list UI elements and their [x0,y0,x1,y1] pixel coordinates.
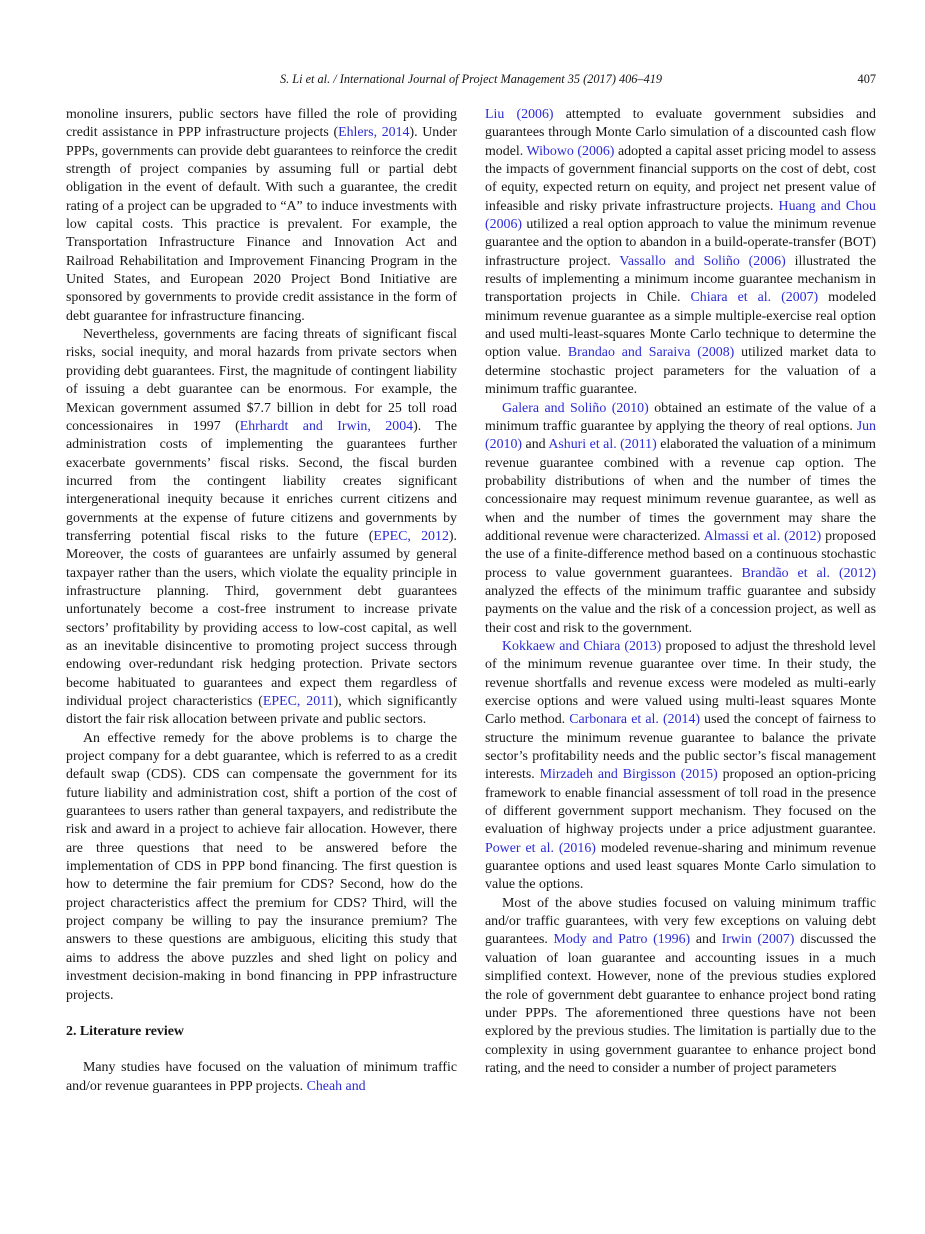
journal-citation: S. Li et al. / International Journal of Project Management 35 (2017) 406–419 [279,72,663,86]
running-header [66,72,876,87]
body-paragraph: An effective remedy for the above problems is to charge the project company for a debt guarantee, which is referred to as a credit default swap (CDS). CDS can compensate the government for its future liability and administration cost, shift a portion of the cost of guarantees to users rather than general taxpayers, and redistribute the risk and award in a project to achieve fair allocation. However, there are three questions that need to be answered before the implementation of CDS in PPP bond financing. The first question is how to determine the fair premium for CDS? Second, how do the project characteristics affect the premium for CDS? Third, will the project company be willing to pay the insurance premium? The answers to these questions are ambiguous, eliciting this study that aims to address the above puzzles and shed light on policy and investment decision-making in bond financing in PPP infrastructure projects. [66,730,457,1003]
body-paragraph: Liu (2006) attempted to evaluate government subsidies and guarantees through Monte Carlo simulation of a discounted cash flow model. Wibowo (2006) adopted a capital asset pricing model to assess the impacts of government financial supports on the cost of debt, cost of equity, expected return on equity, and project net present value of infeasible and risky private infrastructure projects. Huang and Chou (2006) utilized a real option approach to value the minimum revenue guarantee and the option to abandon in a build-operate-transfer (BOT) infrastructure project. Vassallo and Soliño (2006) illustrated the results of implementing a minimum income guarantee mechanism in transportation projects in Chile. Chiara et al. (2007) modeled minimum revenue guarantee as a simple multiple-exercise real option and used multi-least-squares Monte Carlo technique to determine the option value. Brandao and Saraiva (2008) utilized market data to determine stochastic project parameters for the valuation of a minimum traffic guarantee. [485,107,877,398]
body-paragraph: Nevertheless, governments are facing threats of significant fiscal risks, social inequity, and moral hazards from private sectors when providing debt guarantees. First, the magnitude of contingent liability of issuing a debt guarantee can be enormous. For example, the Mexican government assumed $7.7 billion in debt for 25 toll road concessionaires in 1997 (Ehrhardt and Irwin, 2004). The administration costs of implementing the guarantees further exacerbate governments’ fiscal risks. Second, the fiscal burden incurred from the contingent liability creates significant intergenerational inequity because it enriches current citizens and governments at the expense of future citizens and governments by transferring potential fiscal risks to the future (EPEC, 2012). Moreover, the costs of guarantees are unfairly assumed by general taxpayer rather than the users, which violate the equality principle in infrastructure planning. Third, government debt guarantees unfortunately become a cost-free instrument to increase private sectors’ profitability by providing access to low-cost capital, as well as an inevitable disincentive to promoting project success through endowing over-redundant risk hedging protection. Private sectors become habituated to guarantees and expect them regardless of individual project characteristics (EPEC, 2011), which significantly distort the fair risk allocation between private and public sectors. [66,327,457,728]
section-heading: 2. Literature review [66,1023,184,1039]
citation-link[interactable]: Power et al. (2016) [485,840,596,856]
citation-link[interactable]: EPEC, 2012 [373,528,449,544]
citation-link[interactable]: Mody and Patro (1996) [553,932,691,948]
left-column [66,106,457,1096]
citation-link[interactable]: EPEC, 2011 [262,694,334,709]
two-column-body [66,106,876,1096]
citation-link[interactable]: Carbonara et al. (2014) [569,712,701,728]
citation-link[interactable]: Mirzadeh and Birgisson (2015) [539,767,718,783]
page-number: 407 [857,72,876,86]
body-paragraph: Most of the above studies focused on valuing minimum traffic and/or traffic guarantees, with very few exceptions on valuing debt guarantees. Mody and Patro (1996) and Irwin (2007) discussed the valuation of loan guarantee and accounting issues in a much simplified context. However, none of the previous studies explored the role of government debt guarantee to enhance project bond rating under PPPs. The aforementioned three questions have not been explored by the previous studies. The limitation is partially due to the complexity in using government guarantee to enhance project bond rating, and the need to consider a number of project parameters [485,895,876,1076]
citation-link[interactable]: Chiara et al. (2007) [690,290,819,306]
citation-link[interactable]: Cheah and [306,1078,366,1094]
citation-link[interactable]: Ehlers, 2014 [338,125,410,141]
citation-link[interactable]: Ehrhardt and Irwin, 2004 [239,418,414,434]
citation-link[interactable]: Liu (2006) [485,107,554,122]
body-paragraph: Kokkaew and Chiara (2013) proposed to adjust the threshold level of the minimum revenue guarantee over time. In their study, the revenue shortfalls and revenue excess were modeled as multi-early exercise options and were valued using multi-least squares Monte Carlo method. Carbonara et al. (2014) used the concept of fairness to structure the minimum revenue guarantee to balance the private sector’s profitability needs and the public sector’s fiscal management interests. Mirzadeh and Birgisson (2015) proposed an option-pricing framework to enable financial assessment of toll road in the presence of different government support mechanism. They focused on the evaluation of highway projects under a price adjustment guarantee. Power et al. (2016) modeled revenue-sharing and minimum revenue guarantee options and used least squares Monte Carlo simulation to value the options. [485,638,876,893]
citation-link[interactable]: Ashuri et al. (2011) [548,437,657,453]
citation-link[interactable]: Vassallo and Soliño (2006) [619,253,786,269]
citation-link[interactable]: Wibowo (2006) [526,143,615,159]
citation-link[interactable]: Huang and Chou (2006) [485,198,877,233]
right-column [485,106,876,1096]
citation-link[interactable]: Irwin (2007) [721,932,795,948]
citation-link[interactable]: Kokkaew and Chiara (2013) [502,638,662,654]
citation-link[interactable]: Brandao and Saraiva (2008) [567,345,735,361]
citation-link[interactable]: Brandão et al. (2012) [741,565,877,581]
citation-link[interactable]: Jun (2010) [485,418,876,453]
body-paragraph: monoline insurers, public sectors have filled the role of providing credit assistance in PPP infrastructure projects (Ehlers, 2014). Under PPPs, governments can provide debt guarantees to reinforce the credit strength of project companies by assuming full or partial debt obligation in the event of default. With such a guarantee, the credit rating of a project can be upgraded to “A” to induce investments with low capital costs. This practice is prevalent. For example, the Transportation Infrastructure Finance and Innovation Act and Railroad Rehabilitation and Improvement Financing Program in the United States, and European 2020 Project Bond Initiative are sponsored by governments to provide credit assistance in the form of debt guarantee for infrastructure financing. [66,107,457,324]
citation-link[interactable]: Galera and Soliño (2010) [502,400,649,416]
body-paragraph: Galera and Soliño (2010) obtained an estimate of the value of a minimum traffic guarantee by applying the theory of real options. Jun (2010) and Ashuri et al. (2011) elaborated the valuation of a minimum revenue guarantee combined with a revenue cap option. The probability distributions of when and the number of times the concessionaire may request minimum revenue guarantee, as well as when and the number of times the government may share the additional revenue were characterized. Almassi et al. (2012) proposed the use of a finite-difference method based on a continuous stochastic process to value government guarantees. Brandão et al. (2012) analyzed the effects of the minimum traffic guarantee and subsidy payments on the value and the risk of a concession project, as well as their cost and risk to the government. [485,400,877,636]
body-paragraph: Many studies have focused on the valuation of minimum traffic and/or revenue guarantees in PPP projects. Cheah and [66,1060,457,1094]
citation-link[interactable]: Almassi et al. (2012) [703,528,822,544]
